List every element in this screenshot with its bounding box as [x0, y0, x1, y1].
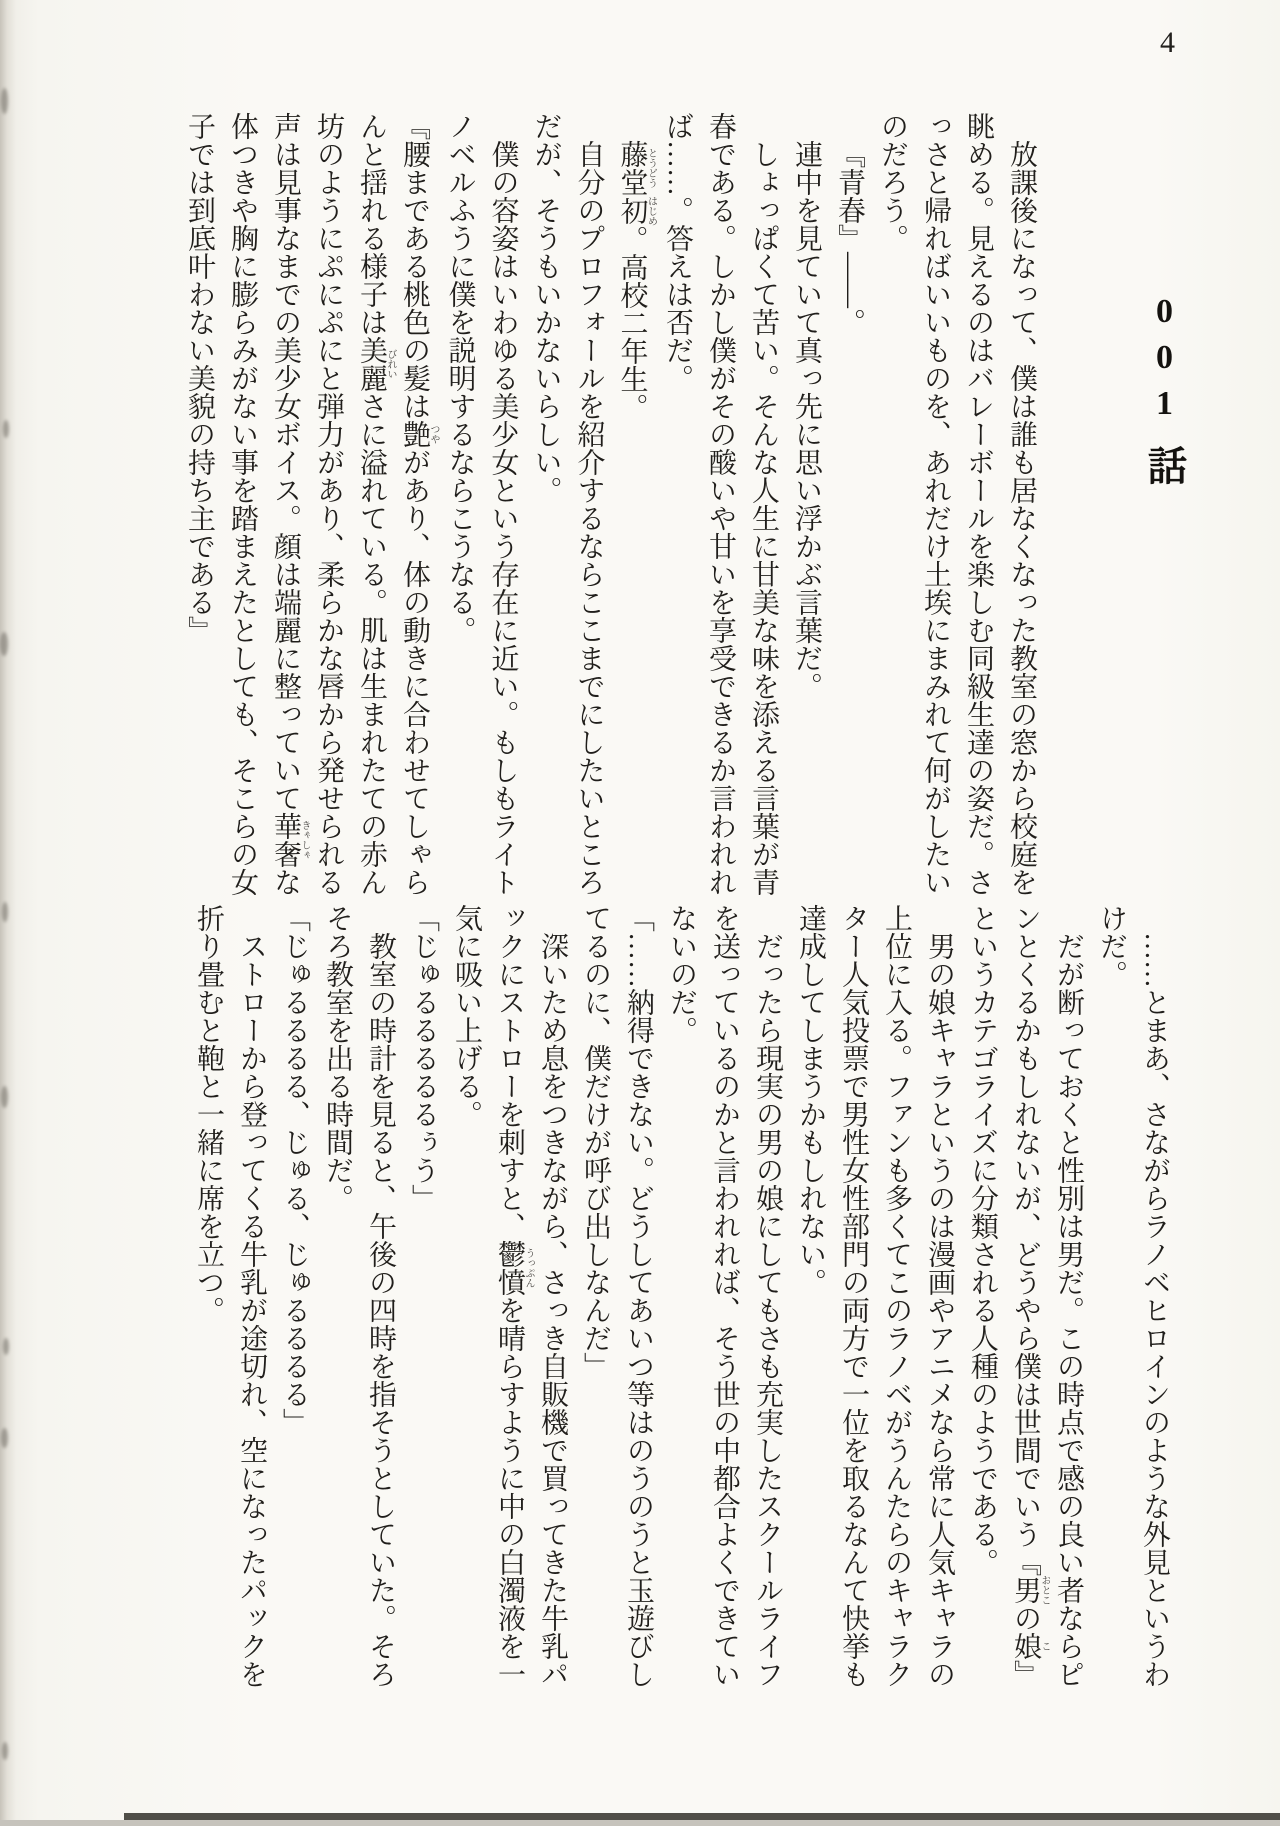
paragraph: 藤堂とうどう初はじめ。高校二年生。: [616, 140, 657, 421]
scan-smudge: [3, 420, 9, 438]
chapter-number: 001: [1146, 293, 1183, 431]
paragraph: 「じゅるるるるるぅう」: [408, 904, 439, 1212]
paragraph: ……とまあ、さながらラノベヒロインのような外見というわけだ。: [1096, 904, 1170, 1688]
paragraph: 僕の容姿はいわゆる美少女という存在に近い。もしもライトノベルふうに僕を説明するならこうなる。: [444, 112, 519, 896]
scan-edge-bottom-light: [0, 1820, 1280, 1826]
scan-smudge: [1, 88, 8, 114]
scan-smudge: [1, 1086, 8, 1108]
paragraph: 「じゅるるるる、じゅる、じゅるるるる」: [279, 904, 310, 1436]
paragraph: 連中を見ていて真っ先に思い浮かぶ言葉だ。: [791, 140, 822, 700]
paragraph: だが断っておくと性別は男だ。この時点で感の良い者ならピンとくるかもしれないが、どうやら僕は世間でいう『男おとこの娘こ』というカテゴライズに分類される人種のようである。: [967, 904, 1084, 1688]
paragraph: 教室の時計を見ると、午後の四時を指そうとしていた。そろそろ教室を出る時間だ。: [322, 904, 396, 1688]
paragraph: 男の娘キャラというのは漫画やアニメなら常に人気キャラの上位に入る。ファンも多くてこのラノベがうんたらのキャラクター人気投票で男性女性部門の両方で一位を取るなんて快挙も達成してしまうかもしれない。: [795, 904, 955, 1688]
paragraph: だったら現実の男の娘にしてもさも充実したスクールライフを送っているのかと言われれば、そう世の中都合よくできていないのだ。: [666, 904, 783, 1688]
text-block-top: [182, 112, 1043, 900]
chapter-heading: [1138, 293, 1190, 553]
scan-edge-bottom: [124, 1813, 1280, 1820]
paragraph: しょっぱくて苦い。そんな人生に甘美な味を添える言葉が青春である。しかし僕がその酸いや甘いを享受できるか言われれば……。答えは否だ。: [662, 112, 779, 896]
chapter-title-suffix: 話: [1142, 445, 1187, 485]
page-number: 4: [1160, 26, 1175, 59]
scan-smudge: [1, 1428, 8, 1448]
paragraph: 放課後になって、僕は誰も居なくなった教室の窓から校庭を眺める。見えるのはバレーボールを楽しむ同級生達の姿だ。さっさと帰ればいいものを、あれだけ土埃にまみれて何がしたいのだろう。: [877, 112, 1037, 896]
scan-smudge: [2, 902, 8, 922]
paragraph: 『青春』――。: [834, 140, 865, 336]
paragraph: 「……納得できない。どうしてあいつ等はのうのうと玉遊びしてるのに、僕だけが呼び出しなんだ」: [580, 904, 654, 1688]
paragraph: ストローから登ってくる牛乳が途切れ、空になったパックを折り畳むと鞄と一緒に席を立つ。: [193, 904, 267, 1688]
paragraph: 『腰まである桃色の髪は艶つやがあり、体の動きに合わせてしゃらんと揺れる様子は美麗びれいさに溢れている。肌は生まれたての赤ん坊のようにぷにぷにと弾力があり、柔らかな唇から発せられる声は見事なまでの美少女ボイス。顔は端麗に整っていて華奢きゃしゃな体つきや胸に膨らみがない事を踏まえたとしても、そこらの女子では到底叶わない美貌の持ち主である』: [184, 112, 439, 896]
scan-smudge: [0, 632, 8, 656]
text-block-bottom: [186, 904, 1176, 1692]
scan-smudge: [2, 1742, 8, 1760]
paragraph: 深いため息をつきながら、さっき自販機で買ってきた牛乳パックにストローを刺すと、鬱憤うっぷんを晴らすように中の白濁液を一気に吸い上げる。: [451, 904, 568, 1688]
scan-smudge: [3, 1338, 9, 1355]
paragraph: 自分のプロフォールを紹介するならここまでにしたいところだが、そうもいかないらしい。: [530, 112, 605, 896]
